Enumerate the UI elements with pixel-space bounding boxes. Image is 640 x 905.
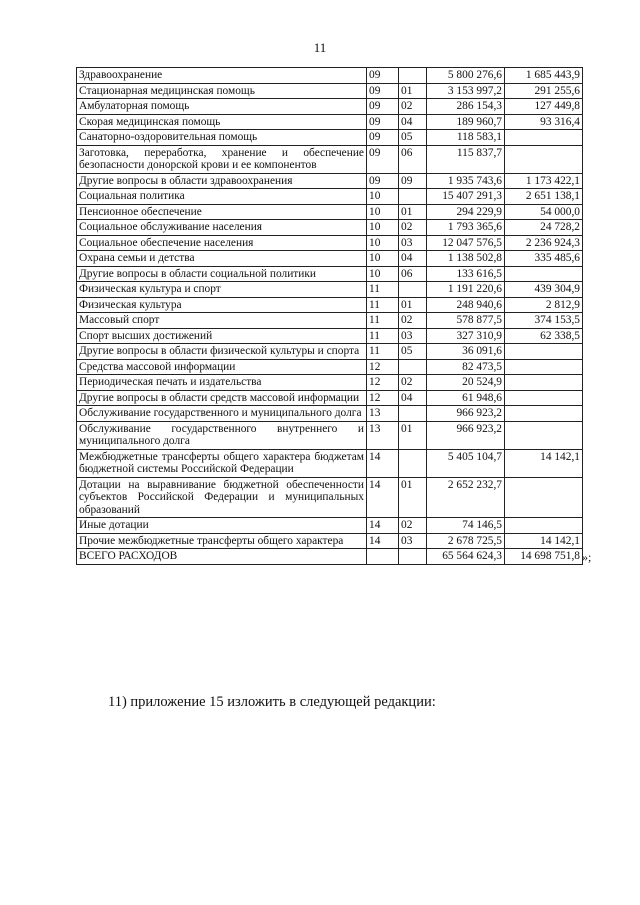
row-name-cell: Периодическая печать и издательства [77, 375, 367, 391]
section-code-cell: 12 [367, 359, 399, 375]
subsection-code-cell [399, 189, 427, 205]
table-row [77, 313, 583, 329]
table-row [77, 449, 583, 477]
table-row [77, 297, 583, 313]
amount-cell: 15 407 291,3 [427, 189, 505, 205]
federal-amount-cell: 291 255,6 [505, 83, 583, 99]
subsection-code-cell: 09 [399, 173, 427, 189]
section-code-cell: 14 [367, 477, 399, 518]
row-name-cell: Физическая культура и спорт [77, 282, 367, 298]
amount-cell: 65 564 624,3 [427, 549, 505, 565]
subsection-code-cell [399, 549, 427, 565]
table-row [77, 204, 583, 220]
section-code-cell: 09 [367, 68, 399, 84]
federal-amount-cell [505, 130, 583, 146]
federal-amount-cell: 335 485,6 [505, 251, 583, 267]
row-name-cell: Другие вопросы в области средств массовой информации [77, 390, 367, 406]
subsection-code-cell: 06 [399, 145, 427, 173]
subsection-code-cell: 01 [399, 421, 427, 449]
section-code-cell: 10 [367, 220, 399, 236]
table-row [77, 477, 583, 518]
section-code-cell: 09 [367, 173, 399, 189]
federal-amount-cell: 2 812,9 [505, 297, 583, 313]
amendment-instruction: 11) приложение 15 изложить в следующей редакции: [108, 694, 436, 710]
amount-cell: 82 473,5 [427, 359, 505, 375]
amount-cell: 1 793 365,6 [427, 220, 505, 236]
amount-cell: 1 191 220,6 [427, 282, 505, 298]
subsection-code-cell: 06 [399, 266, 427, 282]
subsection-code-cell: 04 [399, 390, 427, 406]
federal-amount-cell: 1 685 443,9 [505, 68, 583, 84]
table-row [77, 375, 583, 391]
federal-amount-cell [505, 266, 583, 282]
row-name-cell: Социальное обслуживание населения [77, 220, 367, 236]
federal-amount-cell: 24 728,2 [505, 220, 583, 236]
section-code-cell: 09 [367, 114, 399, 130]
subsection-code-cell: 02 [399, 375, 427, 391]
subsection-code-cell: 03 [399, 235, 427, 251]
table-row [77, 145, 583, 173]
subsection-code-cell: 01 [399, 477, 427, 518]
subsection-code-cell [399, 406, 427, 422]
section-code-cell: 11 [367, 344, 399, 360]
subsection-code-cell: 02 [399, 99, 427, 115]
federal-amount-cell: 2 236 924,3 [505, 235, 583, 251]
amount-cell: 1 138 502,8 [427, 251, 505, 267]
table-row [77, 173, 583, 189]
section-code-cell: 10 [367, 189, 399, 205]
subsection-code-cell: 05 [399, 130, 427, 146]
federal-amount-cell [505, 344, 583, 360]
federal-amount-cell: 14 142,1 [505, 533, 583, 549]
table-row [77, 282, 583, 298]
federal-amount-cell: 2 651 138,1 [505, 189, 583, 205]
row-name-cell: Прочие межбюджетные трансферты общего характера [77, 533, 367, 549]
federal-amount-cell [505, 390, 583, 406]
subsection-code-cell [399, 359, 427, 375]
federal-amount-cell: 374 153,5 [505, 313, 583, 329]
row-name-cell: Обслуживание государственного и муниципального долга [77, 406, 367, 422]
row-name-cell: Санаторно-оздоровительная помощь [77, 130, 367, 146]
table-row [77, 549, 583, 565]
amount-cell: 12 047 576,5 [427, 235, 505, 251]
section-code-cell: 14 [367, 533, 399, 549]
subsection-code-cell: 02 [399, 313, 427, 329]
subsection-code-cell [399, 68, 427, 84]
section-code-cell: 11 [367, 282, 399, 298]
table-row [77, 328, 583, 344]
row-name-cell: Социальное обеспечение населения [77, 235, 367, 251]
section-code-cell: 10 [367, 266, 399, 282]
table-row [77, 220, 583, 236]
federal-amount-cell: 93 316,4 [505, 114, 583, 130]
federal-amount-cell [505, 406, 583, 422]
section-code-cell [367, 549, 399, 565]
row-name-cell: Здравоохранение [77, 68, 367, 84]
federal-amount-cell: 14 698 751,8 [505, 549, 583, 565]
closing-quote-mark: »; [582, 549, 592, 564]
row-name-cell: Охрана семьи и детства [77, 251, 367, 267]
section-code-cell: 09 [367, 83, 399, 99]
federal-amount-cell [505, 359, 583, 375]
amount-cell: 118 583,1 [427, 130, 505, 146]
row-name-cell: Межбюджетные трансферты общего характера бюджетам бюджетной системы Российской Федерации [77, 449, 367, 477]
table-row [77, 390, 583, 406]
row-name-cell: Другие вопросы в области здравоохранения [77, 173, 367, 189]
row-name-cell: Физическая культура [77, 297, 367, 313]
section-code-cell: 12 [367, 375, 399, 391]
subsection-code-cell: 04 [399, 114, 427, 130]
amount-cell: 3 153 997,2 [427, 83, 505, 99]
amount-cell: 2 652 232,7 [427, 477, 505, 518]
federal-amount-cell: 127 449,8 [505, 99, 583, 115]
table-row [77, 68, 583, 84]
table-row [77, 114, 583, 130]
row-name-cell: ВСЕГО РАСХОДОВ [77, 549, 367, 565]
row-name-cell: Заготовка, переработка, хранение и обеспечение безопасности донорской крови и ее компонентов [77, 145, 367, 173]
row-name-cell: Иные дотации [77, 518, 367, 534]
row-name-cell: Скорая медицинская помощь [77, 114, 367, 130]
amount-cell: 36 091,6 [427, 344, 505, 360]
table-row [77, 99, 583, 115]
amount-cell: 294 229,9 [427, 204, 505, 220]
federal-amount-cell [505, 477, 583, 518]
amount-cell: 5 800 276,6 [427, 68, 505, 84]
subsection-code-cell: 01 [399, 83, 427, 99]
table-row [77, 359, 583, 375]
subsection-code-cell: 03 [399, 328, 427, 344]
row-name-cell: Спорт высших достижений [77, 328, 367, 344]
page-number: 11 [313, 40, 327, 55]
federal-amount-cell [505, 375, 583, 391]
amount-cell: 189 960,7 [427, 114, 505, 130]
federal-amount-cell: 1 173 422,1 [505, 173, 583, 189]
section-code-cell: 14 [367, 518, 399, 534]
amount-cell: 133 616,5 [427, 266, 505, 282]
section-code-cell: 12 [367, 390, 399, 406]
subsection-code-cell [399, 282, 427, 298]
section-code-cell: 11 [367, 313, 399, 329]
row-name-cell: Дотации на выравнивание бюджетной обеспеченности субъектов Российской Федерации и муниципальных образований [77, 477, 367, 518]
amount-cell: 115 837,7 [427, 145, 505, 173]
row-name-cell: Другие вопросы в области социальной политики [77, 266, 367, 282]
row-name-cell: Другие вопросы в области физической культуры и спорта [77, 344, 367, 360]
federal-amount-cell: 62 338,5 [505, 328, 583, 344]
table-row [77, 344, 583, 360]
table-row [77, 533, 583, 549]
table-row [77, 189, 583, 205]
federal-amount-cell: 54 000,0 [505, 204, 583, 220]
amount-cell: 61 948,6 [427, 390, 505, 406]
amount-cell: 5 405 104,7 [427, 449, 505, 477]
federal-amount-cell [505, 145, 583, 173]
amount-cell: 327 310,9 [427, 328, 505, 344]
section-code-cell: 09 [367, 145, 399, 173]
row-name-cell: Социальная политика [77, 189, 367, 205]
section-code-cell: 10 [367, 251, 399, 267]
subsection-code-cell: 02 [399, 220, 427, 236]
table-row [77, 83, 583, 99]
table-row [77, 518, 583, 534]
section-code-cell: 14 [367, 449, 399, 477]
expenditure-table [76, 67, 583, 565]
subsection-code-cell [399, 449, 427, 477]
table-row [77, 266, 583, 282]
section-code-cell: 11 [367, 328, 399, 344]
section-code-cell: 10 [367, 204, 399, 220]
row-name-cell: Амбулаторная помощь [77, 99, 367, 115]
amount-cell: 20 524,9 [427, 375, 505, 391]
amount-cell: 248 940,6 [427, 297, 505, 313]
subsection-code-cell: 01 [399, 204, 427, 220]
row-name-cell: Пенсионное обеспечение [77, 204, 367, 220]
amount-cell: 286 154,3 [427, 99, 505, 115]
table-row [77, 235, 583, 251]
section-code-cell: 10 [367, 235, 399, 251]
row-name-cell: Средства массовой информации [77, 359, 367, 375]
row-name-cell: Стационарная медицинская помощь [77, 83, 367, 99]
subsection-code-cell: 03 [399, 533, 427, 549]
section-code-cell: 09 [367, 99, 399, 115]
section-code-cell: 13 [367, 421, 399, 449]
section-code-cell: 11 [367, 297, 399, 313]
amount-cell: 966 923,2 [427, 421, 505, 449]
section-code-cell: 09 [367, 130, 399, 146]
subsection-code-cell: 05 [399, 344, 427, 360]
federal-amount-cell [505, 421, 583, 449]
subsection-code-cell: 02 [399, 518, 427, 534]
federal-amount-cell [505, 518, 583, 534]
subsection-code-cell: 04 [399, 251, 427, 267]
amount-cell: 578 877,5 [427, 313, 505, 329]
subsection-code-cell: 01 [399, 297, 427, 313]
table-row [77, 421, 583, 449]
table-row [77, 130, 583, 146]
section-code-cell: 13 [367, 406, 399, 422]
federal-amount-cell: 439 304,9 [505, 282, 583, 298]
table-row [77, 251, 583, 267]
federal-amount-cell: 14 142,1 [505, 449, 583, 477]
amount-cell: 966 923,2 [427, 406, 505, 422]
amount-cell: 74 146,5 [427, 518, 505, 534]
amount-cell: 2 678 725,5 [427, 533, 505, 549]
row-name-cell: Массовый спорт [77, 313, 367, 329]
table-row [77, 406, 583, 422]
amount-cell: 1 935 743,6 [427, 173, 505, 189]
row-name-cell: Обслуживание государственного внутреннего и муниципального долга [77, 421, 367, 449]
